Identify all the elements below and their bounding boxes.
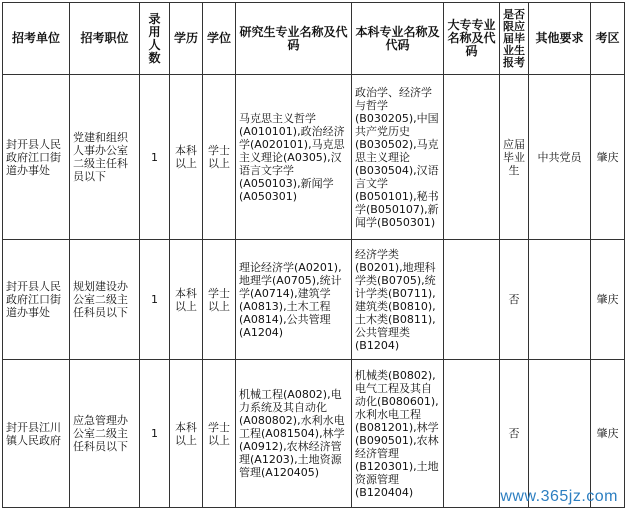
table-row [3,75,625,240]
header-education: 学历 [170,3,203,75]
cell-fresh-grad: 否 [500,240,529,360]
cell-position: 规划建设办公室二级主任科员以下 [70,240,140,360]
recruitment-table [2,2,625,508]
cell-unit: 封开县人民政府江口街道办事处 [3,75,70,240]
header-degree: 学位 [203,3,236,75]
cell-other [529,360,591,508]
cell-position: 党建和组织人事办公室二级主任科员以下 [70,75,140,240]
cell-region: 肇庆 [591,240,625,360]
cell-count: 1 [140,240,170,360]
cell-undergrad-major: 经济学类(B0201),地理科学类(B0705),统计学类(B0711),建筑类(B0810),土木类(B0811),公共管理类(B1204) [352,240,444,360]
header-unit: 招考单位 [3,3,70,75]
cell-education: 本科以上 [170,240,203,360]
header-row [3,3,625,75]
header-other: 其他要求 [529,3,591,75]
cell-degree: 学士以上 [203,240,236,360]
cell-degree: 学士以上 [203,360,236,508]
header-fresh-grad: 是否限应届毕业生报考 [500,3,529,75]
cell-education: 本科以上 [170,75,203,240]
cell-undergrad-major: 政治学、经济学与哲学(B030205),中国共产党历史(B030502),马克思主义理论(B030504),汉语言文学(B050101),秘书学(B050107),新闻学(B050301) [352,75,444,240]
cell-region: 肇庆 [591,360,625,508]
header-position: 招考职位 [70,3,140,75]
site-watermark: www.365jz.com [500,488,618,505]
table-row [3,240,625,360]
header-region: 考区 [591,3,625,75]
header-count: 录用人数 [140,3,170,75]
header-undergrad-major: 本科专业名称及代码 [352,3,444,75]
cell-education: 本科以上 [170,360,203,508]
cell-grad-major: 机械工程(A0802),电力系统及其自动化(A080802),水利水电工程(A081504),林学(A0912),农林经济管理(A1203),土地资源管理(A120405) [236,360,352,508]
cell-unit: 封开县人民政府江口街道办事处 [3,240,70,360]
cell-college-major [444,240,500,360]
cell-count: 1 [140,360,170,508]
cell-other [529,240,591,360]
cell-college-major [444,75,500,240]
cell-grad-major: 马克思主义哲学(A010101),政治经济学(A020101),马克思主义理论(A0305),汉语言文字学(A050103),新闻学(A050301) [236,75,352,240]
cell-position: 应急管理办公室二级主任科员以下 [70,360,140,508]
table-row [3,360,625,508]
cell-unit: 封开县江川镇人民政府 [3,360,70,508]
cell-other: 中共党员 [529,75,591,240]
header-college-major: 大专专业名称及代码 [444,3,500,75]
header-grad-major: 研究生专业名称及代码 [236,3,352,75]
cell-undergrad-major: 机械类(B0802),电气工程及其自动化(B080601),水利水电工程(B081201),林学(B090501),农林经济管理(B120301),土地资源管理(B120404) [352,360,444,508]
cell-fresh-grad: 否 [500,360,529,508]
cell-grad-major: 理论经济学(A0201),地理学(A0705),统计学(A0714),建筑学(A0813),土木工程(A0814),公共管理(A1204) [236,240,352,360]
cell-college-major [444,360,500,508]
cell-count: 1 [140,75,170,240]
cell-region: 肇庆 [591,75,625,240]
cell-degree: 学士以上 [203,75,236,240]
cell-fresh-grad: 应届毕业生 [500,75,529,240]
